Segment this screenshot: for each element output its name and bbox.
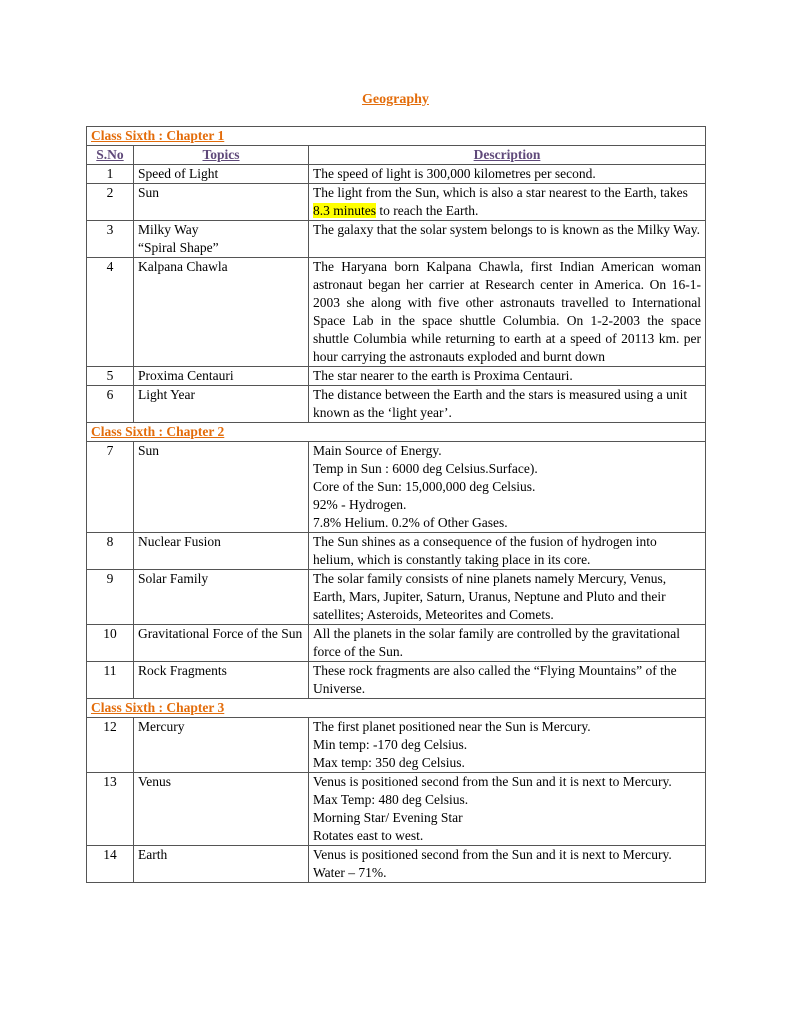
sno-cell: 8	[87, 533, 134, 570]
table-row	[87, 773, 706, 846]
sno-cell: 7	[87, 442, 134, 533]
topic-line: Proxima Centauri	[138, 368, 234, 383]
topic-line: Earth	[138, 847, 168, 862]
description-cell	[309, 367, 706, 386]
topic-line: Venus	[138, 774, 171, 789]
table-row	[87, 625, 706, 662]
description-line: Max Temp: 480 deg Celsius.	[313, 792, 469, 807]
description-line: The solar family consists of nine planets namely Mercury, Venus, Earth, Mars, Jupiter, Saturn, Uranus, Neptune and Pluto and their satellites; Asteroids, Meteorites and Comets.	[313, 571, 667, 622]
description-line: Rotates east to west.	[313, 828, 424, 843]
sno-cell: 1	[87, 165, 134, 184]
topic-line: Rock Fragments	[138, 663, 227, 678]
chapter-heading: Class Sixth : Chapter 2	[87, 423, 706, 442]
description-cell	[309, 718, 706, 773]
sno-cell: 10	[87, 625, 134, 662]
description-cell	[309, 258, 706, 367]
topic-cell	[134, 773, 309, 846]
topic-cell	[134, 570, 309, 625]
topic-cell	[134, 184, 309, 221]
table-row	[87, 386, 706, 423]
chapter-heading: Class Sixth : Chapter 3	[87, 699, 706, 718]
description-line: The first planet positioned near the Sun is Mercury.	[313, 719, 591, 734]
topic-line: Mercury	[138, 719, 185, 734]
description-line: 7.8% Helium. 0.2% of Other Gases.	[313, 515, 508, 530]
topic-line: Speed of Light	[138, 166, 219, 181]
description-cell	[309, 165, 706, 184]
topic-cell	[134, 386, 309, 423]
topic-line: Nuclear Fusion	[138, 534, 221, 549]
description-text: The light from the Sun, which is also a star nearest to the Earth, takes	[313, 185, 688, 200]
description-line: The Haryana born Kalpana Chawla, first Indian American woman astronaut began her carrier at Research center in America. On 16-1-2003 she along with five other astronauts travelled to International Space Lab in the space shuttle Columbia. On 1-2-2003 the space shuttle Columbia while returning to earth at a speed of 20113 km. per hour carrying the astronauts exploded and burnt down	[313, 259, 702, 364]
description-header: Description	[309, 146, 706, 165]
topic-cell	[134, 367, 309, 386]
chapter-heading-row	[87, 699, 706, 718]
sno-cell: 11	[87, 662, 134, 699]
topic-line: Solar Family	[138, 571, 209, 586]
topic-cell	[134, 662, 309, 699]
description-cell	[309, 386, 706, 423]
description-line: Main Source of Energy.	[313, 443, 442, 458]
sno-cell: 3	[87, 221, 134, 258]
topic-cell	[134, 533, 309, 570]
sno-cell: 14	[87, 846, 134, 883]
description-line: The Sun shines as a consequence of the fusion of hydrogen into helium, which is constantly taking place in its core.	[313, 534, 657, 567]
topic-cell	[134, 625, 309, 662]
topic-cell	[134, 718, 309, 773]
description-cell	[309, 625, 706, 662]
header-row	[87, 146, 706, 165]
sno-cell: 6	[87, 386, 134, 423]
description-text: to reach the Earth.	[376, 203, 479, 218]
sno-cell: 12	[87, 718, 134, 773]
topic-line: Milky Way	[138, 222, 199, 237]
sno-header: S.No	[87, 146, 134, 165]
description-line: The distance between the Earth and the stars is measured using a unit known as the ‘light year’.	[313, 387, 688, 420]
description-cell	[309, 184, 706, 221]
description-line: Venus is positioned second from the Sun and it is next to Mercury.	[313, 774, 672, 789]
description-cell	[309, 662, 706, 699]
description-cell	[309, 846, 706, 883]
description-cell	[309, 533, 706, 570]
geography-table	[86, 126, 706, 883]
description-line: Min temp: -170 deg Celsius.	[313, 737, 468, 752]
table-row	[87, 533, 706, 570]
chapter-heading-row	[87, 127, 706, 146]
description-cell	[309, 221, 706, 258]
sno-cell: 13	[87, 773, 134, 846]
chapter-heading-row	[87, 423, 706, 442]
description-line: The galaxy that the solar system belongs to is known as the Milky Way.	[313, 222, 700, 237]
topic-cell	[134, 165, 309, 184]
table-row	[87, 846, 706, 883]
topics-header: Topics	[134, 146, 309, 165]
topic-line: Sun	[138, 443, 160, 458]
table-row	[87, 165, 706, 184]
highlighted-text: 8.3 minutes	[313, 203, 376, 218]
topic-cell	[134, 221, 309, 258]
description-line: 92% - Hydrogen.	[313, 497, 407, 512]
topic-cell	[134, 846, 309, 883]
description-line: Water – 71%.	[313, 865, 387, 880]
topic-line: “Spiral Shape”	[138, 240, 219, 255]
topic-line: Gravitational Force of the Sun	[138, 626, 303, 641]
table-body	[87, 127, 706, 883]
topic-line: Kalpana Chawla	[138, 259, 228, 274]
description-line: Morning Star/ Evening Star	[313, 810, 463, 825]
table-row	[87, 662, 706, 699]
table-row	[87, 221, 706, 258]
table-row	[87, 442, 706, 533]
description-line: All the planets in the solar family are controlled by the gravitational force of the Sun.	[313, 626, 681, 659]
description-line: These rock fragments are also called the “Flying Mountains” of the Universe.	[313, 663, 677, 696]
topic-line: Light Year	[138, 387, 195, 402]
sno-cell: 9	[87, 570, 134, 625]
topic-cell	[134, 258, 309, 367]
topic-cell	[134, 442, 309, 533]
sno-cell: 4	[87, 258, 134, 367]
table-row	[87, 184, 706, 221]
page-title: Geography	[362, 92, 429, 107]
sno-cell: 5	[87, 367, 134, 386]
table-row	[87, 367, 706, 386]
sno-cell: 2	[87, 184, 134, 221]
description-line: Max temp: 350 deg Celsius.	[313, 755, 465, 770]
table-row	[87, 258, 706, 367]
description-line: Venus is positioned second from the Sun and it is next to Mercury.	[313, 847, 672, 862]
description-cell	[309, 442, 706, 533]
description-cell	[309, 570, 706, 625]
description-line: The speed of light is 300,000 kilometres per second.	[313, 166, 596, 181]
topic-line: Sun	[138, 185, 160, 200]
chapter-heading: Class Sixth : Chapter 1	[87, 127, 706, 146]
description-line: Core of the Sun: 15,000,000 deg Celsius.	[313, 479, 536, 494]
table-row	[87, 718, 706, 773]
description-cell	[309, 773, 706, 846]
table-row	[87, 570, 706, 625]
description-line: The star nearer to the earth is Proxima Centauri.	[313, 368, 573, 383]
description-line: Temp in Sun : 6000 deg Celsius.Surface).	[313, 461, 538, 476]
